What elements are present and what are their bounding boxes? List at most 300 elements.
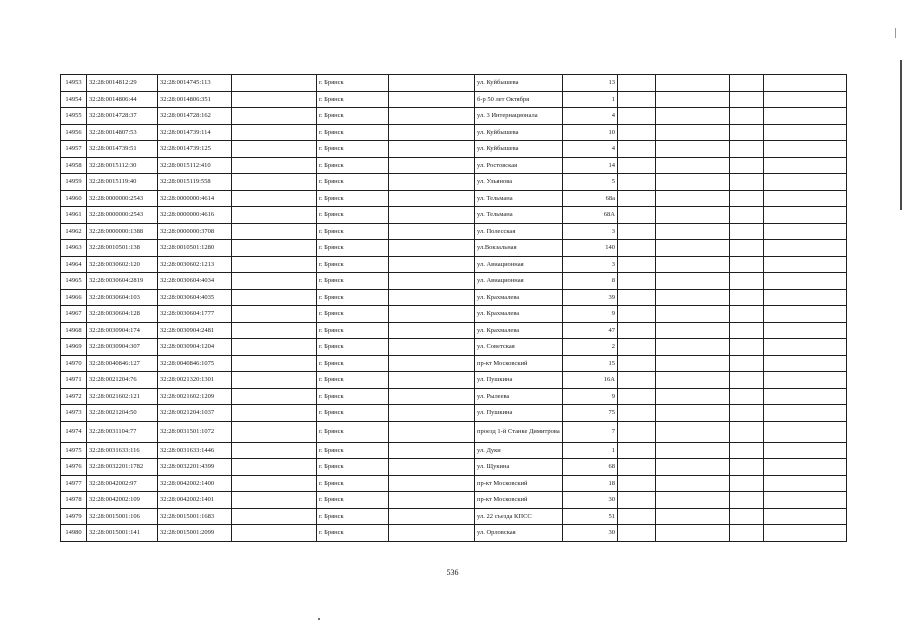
empty-cell — [764, 223, 847, 240]
house-number-cell: 39 — [563, 289, 618, 306]
object-cadastral-cell: 32:28:0015001:2099 — [158, 525, 232, 542]
empty-cell — [618, 207, 656, 224]
empty-cell — [232, 405, 317, 422]
empty-cell — [232, 492, 317, 509]
empty-cell — [232, 339, 317, 356]
object-cadastral-cell: 32:28:0014739:125 — [158, 141, 232, 158]
street-cell: ул. Пушкина — [475, 405, 563, 422]
empty-cell — [232, 223, 317, 240]
object-cadastral-cell: 32:28:0021320:1301 — [158, 372, 232, 389]
street-cell: ул. Куйбышева — [475, 124, 563, 141]
street-cell: пр-кт Московский — [475, 475, 563, 492]
street-cell: пр-кт Московский — [475, 355, 563, 372]
house-number-cell: 51 — [563, 508, 618, 525]
empty-cell — [656, 75, 730, 92]
empty-cell — [730, 339, 764, 356]
empty-cell — [232, 273, 317, 290]
table-row — [61, 322, 847, 339]
object-cadastral-cell: 32:28:0014728:162 — [158, 108, 232, 125]
record-number-cell: 14975 — [61, 442, 87, 459]
empty-cell — [730, 174, 764, 191]
empty-cell — [618, 339, 656, 356]
empty-cell — [730, 475, 764, 492]
empty-cell — [764, 459, 847, 476]
empty-cell — [618, 91, 656, 108]
record-number-cell: 14972 — [61, 388, 87, 405]
parcel-cadastral-cell: 32:28:0031104:77 — [87, 421, 158, 442]
empty-cell — [232, 157, 317, 174]
object-cadastral-cell: 32:28:0010501:1280 — [158, 240, 232, 257]
empty-cell — [730, 141, 764, 158]
record-number-cell: 14973 — [61, 405, 87, 422]
empty-cell — [730, 289, 764, 306]
table-row — [61, 405, 847, 422]
city-cell: г. Брянск — [317, 459, 389, 476]
object-cadastral-cell: 32:28:0042002:1400 — [158, 475, 232, 492]
parcel-cadastral-cell: 32:28:0015112:30 — [87, 157, 158, 174]
street-cell: ул. Тельмана — [475, 207, 563, 224]
empty-cell — [232, 525, 317, 542]
empty-cell — [389, 405, 475, 422]
house-number-cell: 1 — [563, 442, 618, 459]
table-row — [61, 75, 847, 92]
city-cell: г. Брянск — [317, 442, 389, 459]
table-row — [61, 508, 847, 525]
empty-cell — [764, 475, 847, 492]
parcel-cadastral-cell: 32:28:0030604:103 — [87, 289, 158, 306]
empty-cell — [618, 525, 656, 542]
house-number-cell: 9 — [563, 388, 618, 405]
parcel-cadastral-cell: 32:28:0015001:141 — [87, 525, 158, 542]
empty-cell — [656, 355, 730, 372]
empty-cell — [618, 174, 656, 191]
empty-cell — [656, 339, 730, 356]
parcel-cadastral-cell: 32:28:0010501:138 — [87, 240, 158, 257]
empty-cell — [656, 475, 730, 492]
table-row — [61, 240, 847, 257]
empty-cell — [656, 91, 730, 108]
city-cell: г. Брянск — [317, 508, 389, 525]
table-row — [61, 525, 847, 542]
empty-cell — [232, 355, 317, 372]
table-row — [61, 141, 847, 158]
empty-cell — [730, 306, 764, 323]
city-cell: г. Брянск — [317, 190, 389, 207]
empty-cell — [656, 405, 730, 422]
scan-edge-shadow — [900, 60, 902, 210]
object-cadastral-cell: 32:28:0021204:1037 — [158, 405, 232, 422]
empty-cell — [730, 108, 764, 125]
empty-cell — [764, 355, 847, 372]
empty-cell — [232, 372, 317, 389]
city-cell: г. Брянск — [317, 240, 389, 257]
empty-cell — [389, 124, 475, 141]
empty-cell — [389, 207, 475, 224]
parcel-cadastral-cell: 32:28:0030602:120 — [87, 256, 158, 273]
house-number-cell: 10 — [563, 124, 618, 141]
street-cell: ул. Авиационная — [475, 256, 563, 273]
parcel-cadastral-cell: 32:28:0021602:121 — [87, 388, 158, 405]
street-cell: ул. Щукина — [475, 459, 563, 476]
empty-cell — [656, 108, 730, 125]
record-number-cell: 14960 — [61, 190, 87, 207]
table-row — [61, 372, 847, 389]
street-cell: ул. Пушкина — [475, 372, 563, 389]
object-cadastral-cell: 32:28:0015119:558 — [158, 174, 232, 191]
street-cell: б-р 50 лет Октября — [475, 91, 563, 108]
empty-cell — [656, 322, 730, 339]
house-number-cell: 3 — [563, 256, 618, 273]
empty-cell — [618, 223, 656, 240]
record-number-cell: 14954 — [61, 91, 87, 108]
empty-cell — [730, 75, 764, 92]
object-cadastral-cell: 32:28:0030604:4035 — [158, 289, 232, 306]
empty-cell — [656, 388, 730, 405]
city-cell: г. Брянск — [317, 141, 389, 158]
empty-cell — [232, 306, 317, 323]
empty-cell — [764, 141, 847, 158]
empty-cell — [656, 508, 730, 525]
empty-cell — [730, 492, 764, 509]
record-number-cell: 14979 — [61, 508, 87, 525]
city-cell: г. Брянск — [317, 256, 389, 273]
house-number-cell: 16А — [563, 372, 618, 389]
empty-cell — [730, 190, 764, 207]
empty-cell — [389, 508, 475, 525]
house-number-cell: 4 — [563, 108, 618, 125]
empty-cell — [618, 492, 656, 509]
street-cell: ул. 22 съезда КПСС — [475, 508, 563, 525]
empty-cell — [232, 388, 317, 405]
house-number-cell: 68а — [563, 190, 618, 207]
house-number-cell: 30 — [563, 492, 618, 509]
empty-cell — [656, 223, 730, 240]
table-row — [61, 256, 847, 273]
city-cell: г. Брянск — [317, 223, 389, 240]
empty-cell — [389, 289, 475, 306]
city-cell: г. Брянск — [317, 322, 389, 339]
empty-cell — [232, 174, 317, 191]
empty-cell — [618, 141, 656, 158]
empty-cell — [764, 207, 847, 224]
empty-cell — [730, 508, 764, 525]
parcel-cadastral-cell: 32:28:0042002:97 — [87, 475, 158, 492]
object-cadastral-cell: 32:28:0031501:1072 — [158, 421, 232, 442]
house-number-cell: 7 — [563, 421, 618, 442]
parcel-cadastral-cell: 32:28:0014812:29 — [87, 75, 158, 92]
object-cadastral-cell: 32:28:0031633:1446 — [158, 442, 232, 459]
city-cell: г. Брянск — [317, 306, 389, 323]
street-cell: ул.Вокзальная — [475, 240, 563, 257]
empty-cell — [232, 207, 317, 224]
record-number-cell: 14963 — [61, 240, 87, 257]
street-cell: ул. Полесская — [475, 223, 563, 240]
parcel-cadastral-cell: 32:28:0030604:2819 — [87, 273, 158, 290]
house-number-cell: 14 — [563, 157, 618, 174]
table-row — [61, 207, 847, 224]
empty-cell — [656, 273, 730, 290]
city-cell: г. Брянск — [317, 475, 389, 492]
house-number-cell: 8 — [563, 273, 618, 290]
street-cell: ул. Ростовская — [475, 157, 563, 174]
house-number-cell: 9 — [563, 306, 618, 323]
record-number-cell: 14961 — [61, 207, 87, 224]
empty-cell — [730, 405, 764, 422]
empty-cell — [618, 355, 656, 372]
scan-edge-mark — [895, 28, 896, 38]
parcel-cadastral-cell: 32:28:0014806:44 — [87, 91, 158, 108]
empty-cell — [730, 525, 764, 542]
street-cell: ул. Орловская — [475, 525, 563, 542]
object-cadastral-cell: 32:28:0015112:410 — [158, 157, 232, 174]
empty-cell — [656, 174, 730, 191]
street-cell: ул. Крахмалева — [475, 322, 563, 339]
empty-cell — [389, 525, 475, 542]
parcel-cadastral-cell: 32:28:0030904:307 — [87, 339, 158, 356]
house-number-cell: 18 — [563, 475, 618, 492]
empty-cell — [656, 207, 730, 224]
record-number-cell: 14955 — [61, 108, 87, 125]
empty-cell — [656, 289, 730, 306]
empty-cell — [764, 306, 847, 323]
empty-cell — [730, 223, 764, 240]
empty-cell — [764, 525, 847, 542]
empty-cell — [389, 372, 475, 389]
empty-cell — [389, 388, 475, 405]
street-cell: ул. Крахмалева — [475, 306, 563, 323]
empty-cell — [764, 372, 847, 389]
empty-cell — [389, 339, 475, 356]
empty-cell — [730, 157, 764, 174]
object-cadastral-cell: 32:28:0021602:1209 — [158, 388, 232, 405]
empty-cell — [764, 190, 847, 207]
empty-cell — [389, 190, 475, 207]
house-number-cell: 68 — [563, 459, 618, 476]
empty-cell — [730, 372, 764, 389]
empty-cell — [618, 459, 656, 476]
table-row — [61, 442, 847, 459]
object-cadastral-cell: 32:28:0014739:114 — [158, 124, 232, 141]
empty-cell — [389, 75, 475, 92]
city-cell: г. Брянск — [317, 273, 389, 290]
table-row — [61, 174, 847, 191]
record-number-cell: 14953 — [61, 75, 87, 92]
empty-cell — [232, 240, 317, 257]
empty-cell — [764, 289, 847, 306]
object-cadastral-cell: 32:28:0014745:113 — [158, 75, 232, 92]
empty-cell — [232, 475, 317, 492]
record-number-cell: 14959 — [61, 174, 87, 191]
object-cadastral-cell: 32:28:0030604:4034 — [158, 273, 232, 290]
city-cell: г. Брянск — [317, 108, 389, 125]
empty-cell — [730, 322, 764, 339]
city-cell: г. Брянск — [317, 174, 389, 191]
table-row — [61, 355, 847, 372]
record-number-cell: 14967 — [61, 306, 87, 323]
record-number-cell: 14971 — [61, 372, 87, 389]
empty-cell — [232, 124, 317, 141]
empty-cell — [764, 442, 847, 459]
object-cadastral-cell: 32:28:0000000:4614 — [158, 190, 232, 207]
city-cell: г. Брянск — [317, 421, 389, 442]
empty-cell — [656, 421, 730, 442]
empty-cell — [389, 306, 475, 323]
parcel-cadastral-cell: 32:28:0014807:53 — [87, 124, 158, 141]
empty-cell — [389, 442, 475, 459]
empty-cell — [389, 355, 475, 372]
empty-cell — [618, 306, 656, 323]
record-number-cell: 14974 — [61, 421, 87, 442]
house-number-cell: 47 — [563, 322, 618, 339]
parcel-cadastral-cell: 32:28:0015001:106 — [87, 508, 158, 525]
empty-cell — [618, 475, 656, 492]
empty-cell — [730, 91, 764, 108]
empty-cell — [389, 475, 475, 492]
empty-cell — [232, 459, 317, 476]
house-number-cell: 13 — [563, 75, 618, 92]
empty-cell — [389, 223, 475, 240]
street-cell: ул. 3 Интернационала — [475, 108, 563, 125]
empty-cell — [656, 459, 730, 476]
empty-cell — [389, 459, 475, 476]
empty-cell — [764, 339, 847, 356]
table-row — [61, 459, 847, 476]
empty-cell — [656, 492, 730, 509]
house-number-cell: 140 — [563, 240, 618, 257]
record-number-cell: 14969 — [61, 339, 87, 356]
table-row — [61, 91, 847, 108]
empty-cell — [730, 256, 764, 273]
empty-cell — [618, 442, 656, 459]
empty-cell — [618, 190, 656, 207]
record-number-cell: 14962 — [61, 223, 87, 240]
parcel-cadastral-cell: 32:28:0030604:128 — [87, 306, 158, 323]
empty-cell — [730, 207, 764, 224]
object-cadastral-cell: 32:28:0030904:1204 — [158, 339, 232, 356]
empty-cell — [656, 372, 730, 389]
street-cell: ул. Авиационная — [475, 273, 563, 290]
table-row — [61, 339, 847, 356]
table-row — [61, 108, 847, 125]
empty-cell — [730, 124, 764, 141]
parcel-cadastral-cell: 32:28:0014739:51 — [87, 141, 158, 158]
object-cadastral-cell: 32:28:0040846:1075 — [158, 355, 232, 372]
object-cadastral-cell: 32:28:0032201:4399 — [158, 459, 232, 476]
city-cell: г. Брянск — [317, 339, 389, 356]
parcel-cadastral-cell: 32:28:0000000:2543 — [87, 190, 158, 207]
empty-cell — [389, 108, 475, 125]
empty-cell — [232, 91, 317, 108]
house-number-cell: 2 — [563, 339, 618, 356]
parcel-cadastral-cell: 32:28:0040846:127 — [87, 355, 158, 372]
empty-cell — [618, 256, 656, 273]
record-number-cell: 14956 — [61, 124, 87, 141]
empty-cell — [656, 141, 730, 158]
parcel-cadastral-cell: 32:28:0000000:2543 — [87, 207, 158, 224]
register-table — [60, 74, 847, 542]
record-number-cell: 14970 — [61, 355, 87, 372]
parcel-cadastral-cell: 32:28:0031633:116 — [87, 442, 158, 459]
table-row — [61, 157, 847, 174]
parcel-cadastral-cell: 32:28:0014728:37 — [87, 108, 158, 125]
record-number-cell: 14964 — [61, 256, 87, 273]
empty-cell — [389, 273, 475, 290]
table-row — [61, 421, 847, 442]
empty-cell — [389, 492, 475, 509]
empty-cell — [656, 124, 730, 141]
empty-cell — [389, 157, 475, 174]
empty-cell — [232, 322, 317, 339]
street-cell: ул. Дуки — [475, 442, 563, 459]
empty-cell — [618, 124, 656, 141]
city-cell: г. Брянск — [317, 388, 389, 405]
empty-cell — [618, 388, 656, 405]
house-number-cell: 15 — [563, 355, 618, 372]
table-row — [61, 289, 847, 306]
record-number-cell: 14958 — [61, 157, 87, 174]
empty-cell — [764, 174, 847, 191]
parcel-cadastral-cell: 32:28:0030904:174 — [87, 322, 158, 339]
empty-cell — [656, 525, 730, 542]
empty-cell — [764, 157, 847, 174]
record-number-cell: 14980 — [61, 525, 87, 542]
city-cell: г. Брянск — [317, 75, 389, 92]
house-number-cell: 1 — [563, 91, 618, 108]
house-number-cell: 4 — [563, 141, 618, 158]
parcel-cadastral-cell: 32:28:0000000:1388 — [87, 223, 158, 240]
empty-cell — [618, 157, 656, 174]
empty-cell — [764, 508, 847, 525]
empty-cell — [232, 508, 317, 525]
empty-cell — [764, 124, 847, 141]
empty-cell — [618, 372, 656, 389]
empty-cell — [389, 240, 475, 257]
empty-cell — [764, 492, 847, 509]
empty-cell — [389, 256, 475, 273]
empty-cell — [618, 240, 656, 257]
empty-cell — [232, 108, 317, 125]
city-cell: г. Брянск — [317, 492, 389, 509]
empty-cell — [764, 388, 847, 405]
street-cell: ул. Рылеева — [475, 388, 563, 405]
street-cell: ул. Ульянова — [475, 174, 563, 191]
city-cell: г. Брянск — [317, 289, 389, 306]
empty-cell — [618, 322, 656, 339]
parcel-cadastral-cell: 32:28:0032201:1782 — [87, 459, 158, 476]
empty-cell — [618, 289, 656, 306]
empty-cell — [730, 421, 764, 442]
table-row — [61, 124, 847, 141]
empty-cell — [730, 273, 764, 290]
empty-cell — [389, 322, 475, 339]
street-cell: пр-кт Московский — [475, 492, 563, 509]
empty-cell — [232, 442, 317, 459]
empty-cell — [764, 75, 847, 92]
street-cell: ул. Куйбышева — [475, 75, 563, 92]
record-number-cell: 14968 — [61, 322, 87, 339]
city-cell: г. Брянск — [317, 355, 389, 372]
record-number-cell: 14957 — [61, 141, 87, 158]
house-number-cell: 3 — [563, 223, 618, 240]
empty-cell — [730, 355, 764, 372]
object-cadastral-cell: 32:28:0030602:1213 — [158, 256, 232, 273]
object-cadastral-cell: 32:28:0015001:1683 — [158, 508, 232, 525]
empty-cell — [730, 442, 764, 459]
record-number-cell: 14965 — [61, 273, 87, 290]
house-number-cell: 30 — [563, 525, 618, 542]
empty-cell — [764, 108, 847, 125]
parcel-cadastral-cell: 32:28:0015119:40 — [87, 174, 158, 191]
